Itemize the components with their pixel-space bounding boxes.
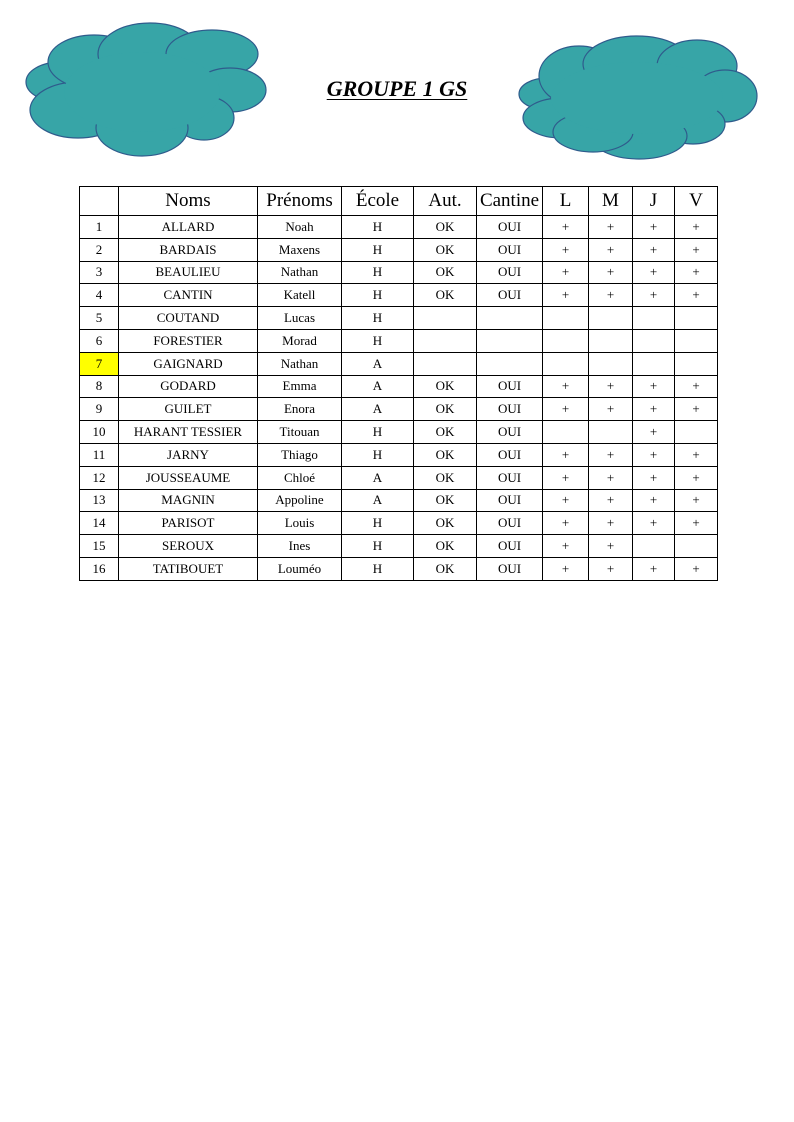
- canteen-cell: OUI: [477, 489, 543, 512]
- tuesday-cell: +: [589, 489, 633, 512]
- school-cell: H: [342, 261, 414, 284]
- monday-cell: +: [543, 284, 589, 307]
- monday-cell: [543, 307, 589, 330]
- row-number: 15: [80, 535, 119, 558]
- row-number: 16: [80, 557, 119, 580]
- school-cell: H: [342, 329, 414, 352]
- student-last-name: BEAULIEU: [119, 261, 258, 284]
- row-number: 3: [80, 261, 119, 284]
- canteen-cell: OUI: [477, 284, 543, 307]
- row-number: 12: [80, 466, 119, 489]
- col-cantine-header: Cantine: [477, 187, 543, 216]
- table-row: [80, 421, 718, 444]
- table-body: [80, 216, 718, 581]
- monday-cell: +: [543, 512, 589, 535]
- thursday-cell: [633, 307, 675, 330]
- canteen-cell: OUI: [477, 421, 543, 444]
- student-first-name: Chloé: [258, 466, 342, 489]
- student-first-name: Louméo: [258, 557, 342, 580]
- friday-cell: +: [675, 375, 718, 398]
- student-first-name: Ines: [258, 535, 342, 558]
- canteen-cell: [477, 307, 543, 330]
- thursday-cell: +: [633, 375, 675, 398]
- friday-cell: [675, 421, 718, 444]
- canteen-cell: OUI: [477, 535, 543, 558]
- canteen-cell: OUI: [477, 398, 543, 421]
- monday-cell: +: [543, 535, 589, 558]
- student-first-name: Emma: [258, 375, 342, 398]
- canteen-cell: OUI: [477, 261, 543, 284]
- row-number: 5: [80, 307, 119, 330]
- thursday-cell: +: [633, 489, 675, 512]
- monday-cell: +: [543, 261, 589, 284]
- tuesday-cell: +: [589, 375, 633, 398]
- student-last-name: GODARD: [119, 375, 258, 398]
- authorization-cell: OK: [414, 466, 477, 489]
- row-number: 14: [80, 512, 119, 535]
- col-number-header: [80, 187, 119, 216]
- friday-cell: +: [675, 466, 718, 489]
- school-cell: H: [342, 535, 414, 558]
- student-table: [79, 186, 718, 581]
- row-number: 6: [80, 329, 119, 352]
- table-row: [80, 307, 718, 330]
- school-cell: H: [342, 512, 414, 535]
- student-first-name: Appoline: [258, 489, 342, 512]
- thursday-cell: +: [633, 466, 675, 489]
- authorization-cell: OK: [414, 238, 477, 261]
- monday-cell: [543, 352, 589, 375]
- tuesday-cell: +: [589, 261, 633, 284]
- thursday-cell: +: [633, 216, 675, 239]
- friday-cell: +: [675, 443, 718, 466]
- table-row: [80, 352, 718, 375]
- monday-cell: +: [543, 398, 589, 421]
- row-number: 7: [80, 352, 119, 375]
- student-first-name: Lucas: [258, 307, 342, 330]
- friday-cell: +: [675, 398, 718, 421]
- row-number: 11: [80, 443, 119, 466]
- student-first-name: Nathan: [258, 352, 342, 375]
- student-last-name: MAGNIN: [119, 489, 258, 512]
- table-row: [80, 512, 718, 535]
- friday-cell: +: [675, 261, 718, 284]
- authorization-cell: OK: [414, 398, 477, 421]
- col-j-header: J: [633, 187, 675, 216]
- friday-cell: +: [675, 238, 718, 261]
- authorization-cell: OK: [414, 421, 477, 444]
- friday-cell: [675, 535, 718, 558]
- table-row: [80, 284, 718, 307]
- school-cell: H: [342, 557, 414, 580]
- school-cell: A: [342, 466, 414, 489]
- canteen-cell: OUI: [477, 238, 543, 261]
- friday-cell: +: [675, 216, 718, 239]
- school-cell: H: [342, 238, 414, 261]
- student-first-name: Nathan: [258, 261, 342, 284]
- tuesday-cell: [589, 352, 633, 375]
- thursday-cell: +: [633, 261, 675, 284]
- authorization-cell: OK: [414, 375, 477, 398]
- authorization-cell: OK: [414, 489, 477, 512]
- table-row: [80, 489, 718, 512]
- student-first-name: Maxens: [258, 238, 342, 261]
- row-number: 2: [80, 238, 119, 261]
- table-row: [80, 443, 718, 466]
- row-number: 13: [80, 489, 119, 512]
- authorization-cell: OK: [414, 557, 477, 580]
- thursday-cell: +: [633, 557, 675, 580]
- table-row: [80, 216, 718, 239]
- student-last-name: GUILET: [119, 398, 258, 421]
- school-cell: A: [342, 489, 414, 512]
- student-first-name: Titouan: [258, 421, 342, 444]
- student-last-name: HARANT TESSIER: [119, 421, 258, 444]
- school-cell: H: [342, 216, 414, 239]
- authorization-cell: OK: [414, 535, 477, 558]
- student-last-name: PARISOT: [119, 512, 258, 535]
- tuesday-cell: +: [589, 238, 633, 261]
- authorization-cell: [414, 352, 477, 375]
- col-aut-header: Aut.: [414, 187, 477, 216]
- tuesday-cell: +: [589, 557, 633, 580]
- authorization-cell: OK: [414, 443, 477, 466]
- school-cell: H: [342, 284, 414, 307]
- school-cell: H: [342, 307, 414, 330]
- student-last-name: ALLARD: [119, 216, 258, 239]
- student-first-name: Morad: [258, 329, 342, 352]
- monday-cell: +: [543, 489, 589, 512]
- student-last-name: JOUSSEAUME: [119, 466, 258, 489]
- row-number: 10: [80, 421, 119, 444]
- student-last-name: TATIBOUET: [119, 557, 258, 580]
- friday-cell: +: [675, 489, 718, 512]
- table-row: [80, 557, 718, 580]
- col-prenoms-header: Prénoms: [258, 187, 342, 216]
- student-last-name: SEROUX: [119, 535, 258, 558]
- table-row: [80, 329, 718, 352]
- thursday-cell: [633, 352, 675, 375]
- school-cell: H: [342, 421, 414, 444]
- monday-cell: [543, 421, 589, 444]
- school-cell: A: [342, 352, 414, 375]
- thursday-cell: +: [633, 284, 675, 307]
- thursday-cell: [633, 535, 675, 558]
- row-number: 8: [80, 375, 119, 398]
- tuesday-cell: +: [589, 284, 633, 307]
- table-row: [80, 375, 718, 398]
- student-last-name: FORESTIER: [119, 329, 258, 352]
- canteen-cell: [477, 329, 543, 352]
- school-cell: A: [342, 398, 414, 421]
- page-title: GROUPE 1 GS: [326, 76, 468, 101]
- student-last-name: GAIGNARD: [119, 352, 258, 375]
- friday-cell: [675, 329, 718, 352]
- col-m-header: M: [589, 187, 633, 216]
- row-number: 9: [80, 398, 119, 421]
- student-first-name: Enora: [258, 398, 342, 421]
- authorization-cell: OK: [414, 284, 477, 307]
- student-last-name: CANTIN: [119, 284, 258, 307]
- table-row: [80, 535, 718, 558]
- canteen-cell: OUI: [477, 466, 543, 489]
- thursday-cell: +: [633, 421, 675, 444]
- tuesday-cell: [589, 329, 633, 352]
- school-cell: A: [342, 375, 414, 398]
- thursday-cell: +: [633, 443, 675, 466]
- authorization-cell: OK: [414, 216, 477, 239]
- thursday-cell: +: [633, 398, 675, 421]
- monday-cell: +: [543, 238, 589, 261]
- row-number: 4: [80, 284, 119, 307]
- canteen-cell: OUI: [477, 216, 543, 239]
- table-row: [80, 398, 718, 421]
- col-l-header: L: [543, 187, 589, 216]
- authorization-cell: [414, 307, 477, 330]
- table-header-row: [80, 187, 718, 216]
- friday-cell: +: [675, 557, 718, 580]
- student-first-name: Katell: [258, 284, 342, 307]
- monday-cell: [543, 329, 589, 352]
- student-first-name: Thiago: [258, 443, 342, 466]
- authorization-cell: [414, 329, 477, 352]
- canteen-cell: OUI: [477, 443, 543, 466]
- tuesday-cell: +: [589, 466, 633, 489]
- monday-cell: +: [543, 375, 589, 398]
- canteen-cell: OUI: [477, 512, 543, 535]
- monday-cell: +: [543, 443, 589, 466]
- school-cell: H: [342, 443, 414, 466]
- authorization-cell: OK: [414, 512, 477, 535]
- student-last-name: JARNY: [119, 443, 258, 466]
- student-last-name: COUTAND: [119, 307, 258, 330]
- tuesday-cell: [589, 421, 633, 444]
- student-last-name: BARDAIS: [119, 238, 258, 261]
- tuesday-cell: +: [589, 535, 633, 558]
- tuesday-cell: [589, 307, 633, 330]
- thursday-cell: [633, 329, 675, 352]
- row-number: 1: [80, 216, 119, 239]
- student-first-name: Noah: [258, 216, 342, 239]
- col-noms-header: Noms: [119, 187, 258, 216]
- tuesday-cell: +: [589, 216, 633, 239]
- table-row: [80, 238, 718, 261]
- canteen-cell: [477, 352, 543, 375]
- canteen-cell: OUI: [477, 557, 543, 580]
- thursday-cell: +: [633, 512, 675, 535]
- col-ecole-header: École: [342, 187, 414, 216]
- tuesday-cell: +: [589, 512, 633, 535]
- thursday-cell: +: [633, 238, 675, 261]
- student-first-name: Louis: [258, 512, 342, 535]
- authorization-cell: OK: [414, 261, 477, 284]
- friday-cell: +: [675, 284, 718, 307]
- col-v-header: V: [675, 187, 718, 216]
- table-row: [80, 261, 718, 284]
- friday-cell: [675, 352, 718, 375]
- friday-cell: +: [675, 512, 718, 535]
- canteen-cell: OUI: [477, 375, 543, 398]
- table-row: [80, 466, 718, 489]
- tuesday-cell: +: [589, 443, 633, 466]
- monday-cell: +: [543, 216, 589, 239]
- monday-cell: +: [543, 466, 589, 489]
- friday-cell: [675, 307, 718, 330]
- monday-cell: +: [543, 557, 589, 580]
- tuesday-cell: +: [589, 398, 633, 421]
